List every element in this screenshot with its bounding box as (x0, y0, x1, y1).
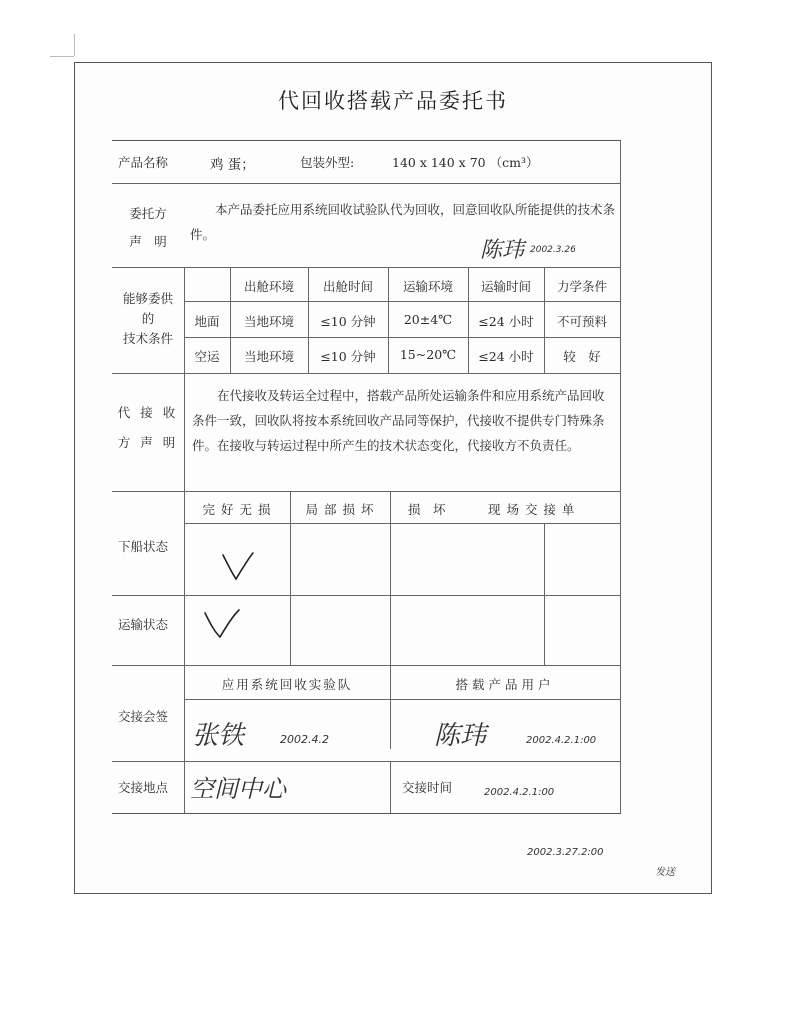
conditions-header: 出舱环境 (243, 279, 294, 294)
conditions-cell: ≤24 小时 (478, 349, 534, 364)
package-label: 包装外型: (300, 155, 355, 170)
handover-sign-label: 交接会签 (118, 709, 169, 724)
entrust-form (112, 140, 621, 814)
status-row-label: 下船状态 (118, 539, 169, 554)
entrust-text: 本产品委托应用系统回收试验队代为回收，回意回收队所能提供的技术条件。 (190, 202, 616, 242)
footer-note-date: 2002.3.27.2:00 (527, 847, 604, 858)
status-header: 损 坏 (408, 502, 446, 517)
party-b-label: 搭载产品用户 (455, 677, 555, 692)
party-a-signature: 张铁 (192, 721, 245, 751)
crop-mark (74, 34, 75, 56)
status-header: 完 好 无 损 (202, 502, 272, 517)
check-mark (220, 551, 256, 583)
party-a-label: 应用系统回收实验队 (221, 677, 353, 692)
package-value: 140 x 140 x 70 （cm³） (392, 155, 539, 170)
conditions-mode: 地面 (194, 314, 220, 329)
handover-time-value: 2002.4.2.1:00 (484, 787, 555, 798)
conditions-cell: 20±4℃ (403, 312, 453, 327)
conditions-mode: 空运 (194, 349, 220, 364)
conditions-cell: 当地环境 (243, 349, 294, 364)
conditions-header: 力学条件 (556, 279, 607, 294)
conditions-cell: 不可预料 (556, 314, 607, 329)
handover-place-handwriting: 空间中心 (190, 775, 286, 803)
check-mark (202, 607, 242, 641)
conditions-header: 运输环境 (402, 279, 453, 294)
conditions-cell: 当地环境 (243, 314, 294, 329)
footer-note-sent: 发送 (655, 867, 675, 878)
status-header: 现 场 交 接 单 (488, 502, 576, 517)
conditions-cell: ≤24 小时 (478, 314, 534, 329)
product-name-label: 产品名称 (118, 155, 169, 170)
status-row-label: 运输状态 (118, 617, 169, 632)
conditions-header: 出舱时间 (322, 279, 373, 294)
conditions-cell: ≤10 分钟 (320, 349, 376, 364)
conditions-label: 能够委供 的 技术条件 (122, 291, 173, 346)
document-page (74, 62, 712, 894)
entrust-label: 委托方 声 明 (129, 206, 167, 249)
document-title: 代回收搭载产品委托书 (278, 89, 508, 113)
conditions-cell: 15~20℃ (399, 347, 457, 362)
receiver-label: 代 接 收 方 声 明 (117, 405, 179, 450)
conditions-cell: 较 好 (563, 349, 601, 364)
party-b-signature: 陈玮 (434, 721, 487, 751)
conditions-header: 运输时间 (480, 279, 531, 294)
party-a-signature-date: 2002.4.2 (280, 733, 329, 746)
handover-place-label: 交接地点 (118, 780, 169, 795)
handover-time-label: 交接时间 (402, 780, 453, 795)
status-header: 局 部 损 坏 (305, 502, 375, 517)
party-b-signature-date: 2002.4.2.1:00 (526, 735, 597, 746)
product-name-value: 鸡 蛋； (210, 157, 255, 173)
receiver-text: 在代接收及转运全过程中，搭载产品所处运输条件和应用系统产品回收条件一致，回收队将按本系统回收产品同等保护，代接收不提供专门特殊条件。在接收与转运过程中所产生的技术状态变化，代接收方不负责任。 (192, 388, 605, 453)
entrust-signature-date: 2002.3.26 (530, 245, 576, 255)
entrust-signature: 陈玮 (480, 238, 525, 263)
crop-mark (50, 56, 74, 57)
conditions-cell: ≤10 分钟 (320, 314, 376, 329)
